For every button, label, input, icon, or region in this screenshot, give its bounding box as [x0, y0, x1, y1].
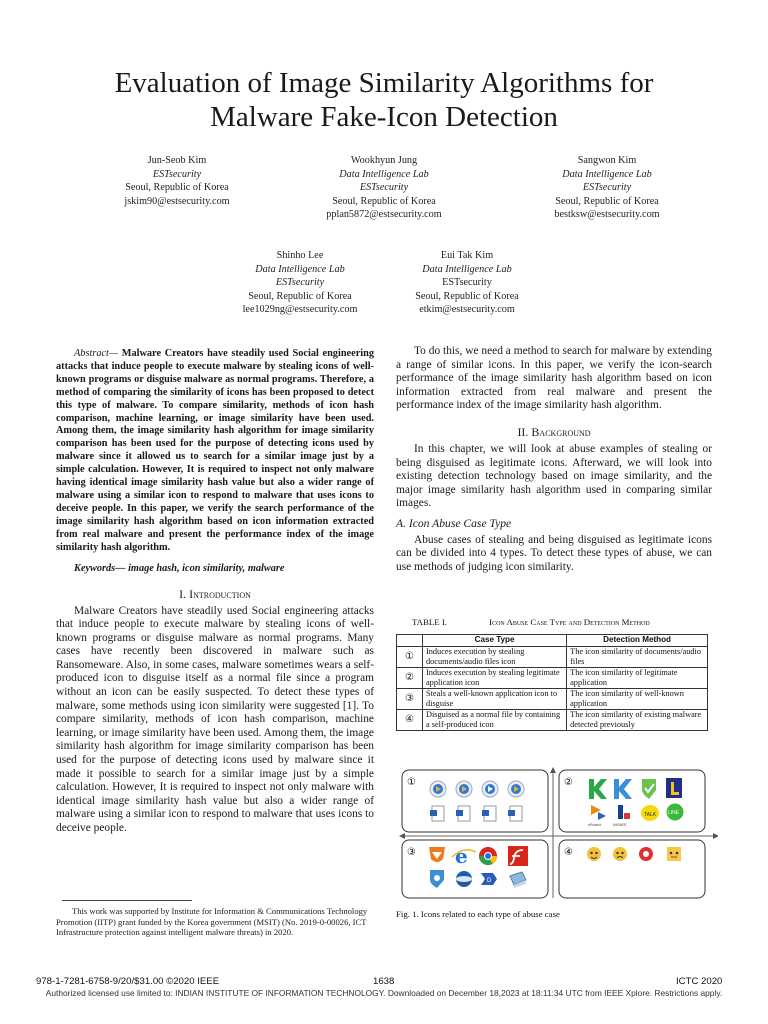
author-email: etkim@estsecurity.com [419, 304, 515, 315]
author-name: Shinho Lee [276, 250, 324, 261]
author-name: Wookhyun Jung [350, 155, 418, 166]
author-block [92, 154, 262, 208]
keywords-text: image hash, icon similarity, malware [125, 562, 285, 574]
avast-icon [429, 847, 445, 862]
cartoon-face-icon [613, 847, 627, 861]
author-location: Seoul, Republic of Korea [555, 195, 659, 207]
media-player-icon [456, 781, 472, 797]
case-type-cell: Induces execution by stealing legitimate application icon [423, 668, 567, 689]
hancom-icon [481, 873, 497, 885]
quadrant-1-label: ① [407, 777, 416, 788]
document-icon [508, 806, 522, 821]
vaccine-k-icon [614, 779, 632, 799]
row-number: ② [397, 668, 423, 689]
table-row [397, 710, 708, 731]
document-icon [482, 806, 496, 821]
l-logo-icon [666, 778, 682, 798]
table-header-cell [397, 635, 423, 647]
detection-method-cell: The icon similarity of well-known application [567, 689, 708, 710]
author-email: pplan5872@estsecurity.com [326, 209, 442, 220]
quadrant-4-box [559, 840, 705, 898]
shield-check-icon [642, 779, 656, 799]
media-player-icon [482, 781, 498, 797]
conference-name: ICTC 2020 [676, 976, 723, 987]
svg-text:e: e [455, 844, 468, 868]
quadrant-2-box [559, 770, 705, 832]
nprotect-label: nProtect [588, 823, 602, 827]
quadrant-1-box [402, 770, 548, 832]
author-lab: Data Intelligence Lab [339, 168, 429, 180]
red-round-icon [639, 847, 653, 861]
cartoon-character-icon [667, 847, 681, 861]
author-org: ESTsecurity [359, 182, 409, 193]
author-org: ESTsecurity [442, 277, 492, 288]
author-org: ESTsecurity [275, 277, 325, 288]
table-row [397, 647, 708, 668]
author-email: lee1029ng@estsecurity.com [242, 304, 358, 315]
chrome-icon [479, 847, 497, 865]
author-block [382, 249, 552, 317]
document-icon [456, 806, 470, 821]
left-column [56, 348, 374, 836]
right-column [396, 345, 712, 574]
detection-method-cell: The icon similarity of legitimate application [567, 668, 708, 689]
right-paragraph-1: To do this, we need a method to search for malware by extending a range of similar icons. In this paper, we verify the icon-search performance of the image similarity hash algorithm based on icon information extracted from real malware and present the performance index of the image similarity hash algorithm. [396, 345, 712, 412]
introduction-paragraph: Malware Creators have steadily used Social engineering attacks that induce people to execute malware by stealing icons of well-known programs or disguise malware as normal programs. Many cases have recently been discovered in malware such as Ransomeware. Also, in some cases, malware sometimes wears a self-produced icon to disguise itself as a normal file since a program without an icon can be easily suspected. To detect these types of malware, some methods using icon similarity were suggested [1]. To compare similarity, methods of icon hash comparison, machine learning, or image similarity have been used. Among them, the image similarity hash algorithm for image similarity comparison has been used for the purpose of detecting icons used by malware since it made it possible to search for a similar image just by a simple calculation. However, It is required to inspect not only malware with identical image similarity hash value but also a wider range of malware using a similar icon to respond to malware that uses icons to deceive people. [56, 604, 374, 834]
abstract-lead: Abstract— [74, 348, 119, 359]
table-title: Icon Abuse Case Type and Detection Method [489, 617, 650, 627]
cartoon-face-icon [587, 847, 601, 861]
author-location: Seoul, Republic of Korea [415, 290, 519, 302]
author-email: bestksw@estsecurity.com [554, 209, 660, 220]
title-line-1: Evaluation of Image Similarity Algorithms for [114, 67, 654, 99]
line-label: LINE [668, 810, 680, 816]
v3-shield-icon [430, 870, 444, 888]
footnote: This work was supported by Institute for Information & Communications Technology Promotion (IITP) grant funded by the Korea government (MSIT) (No. 2019-0-00026, ICT Infrastructure protection against intelligent malware threats) in 2020. [56, 906, 368, 938]
table-header-row [397, 635, 708, 647]
license-notice: Authorized licensed use limited to: INDIAN INSTITUTE OF INFORMATION TECHNOLOGY. Downloaded on December 18,2023 at 18:11:34 UTC from IEEE Xplore. Restrictions apply. [45, 988, 723, 998]
title-line-2: Malware Fake-Icon Detection [210, 101, 558, 133]
keywords [56, 562, 374, 575]
installer-box-icon [510, 872, 526, 888]
vaccine-k-icon [589, 779, 607, 799]
author-name: Eui Tak Kim [440, 250, 494, 261]
author-location: Seoul, Republic of Korea [248, 290, 352, 302]
inisafe-icon [618, 805, 630, 819]
abstract [56, 348, 374, 555]
table-row [397, 689, 708, 710]
keywords-lead: Keywords— [74, 562, 126, 574]
author-name: Sangwon Kim [577, 155, 637, 166]
abuse-case-paragraph: Abuse cases of stealing and being disguised as legitimate icons can be divided into 4 types. To detect these types of abuse, we can use methods of judging icon similarity. [396, 533, 712, 573]
author-location: Seoul, Republic of Korea [125, 182, 229, 193]
abstract-text: Malware Creators have steadily used Social engineering attacks that induce people to execute malware by stealing icons of well-known programs or disguise malware as normal programs. Therefore, a method of comparing the similarity of icons has been proposed to detect this type of malware. To compare similarity, methods of icon hash comparison, machine learning, or image similarity have been used. Among them, the image similarity hash algorithm for image similarity comparison has been used for the purpose of detecting icons used by malware since it allowed us to search for a similar image just by a simple calculation. However, It is required to inspect not only malware having identical image similarity hash value but also a wider range of malware using a similar icon to respond to malware that uses icons to deceive people. In this paper, we verify the search performance of the image similarity hash algorithm based on icon information extracted from real malware and present the performance index of the image similarity hash algorithm. [56, 348, 374, 553]
page-number: 1638 [373, 976, 395, 987]
flash-player-icon [508, 846, 528, 866]
table-caption [396, 617, 711, 628]
section-heading-background: II. Background [517, 424, 591, 439]
author-lab: Data Intelligence Lab [562, 168, 652, 180]
row-number: ④ [397, 710, 423, 731]
table-label: TABLE I. [412, 617, 447, 627]
author-email: jskim90@estsecurity.com [124, 195, 230, 207]
kakaotalk-icon [641, 805, 659, 821]
table-row [397, 668, 708, 689]
author-block [522, 154, 692, 222]
detection-method-cell: The icon similarity of existing malware detected previously [567, 710, 708, 731]
footer-isbn: 978-1-7281-6758-9/20/$31.00 ©2020 IEEE [36, 976, 220, 987]
quadrant-2-label: ② [564, 777, 573, 788]
section-heading-introduction: I. Introduction [179, 586, 251, 601]
table-header-cell: Detection Method [567, 635, 708, 647]
line-icon [667, 804, 684, 821]
author-block [215, 249, 385, 317]
inisafe-label: INISAFE [613, 823, 627, 827]
footnote-rule [62, 900, 192, 901]
author-name: Jun-Seob Kim [147, 155, 207, 166]
paper-title [0, 66, 768, 134]
author-org: ESTsecurity [582, 182, 632, 193]
media-player-icon [430, 781, 446, 797]
author-block [299, 154, 469, 222]
quadrant-3-label: ③ [407, 847, 416, 858]
figure-caption: Fig. 1. Icons related to each type of abuse case [396, 909, 560, 919]
svg-text:TALK: TALK [644, 812, 657, 818]
subsection-heading: A. Icon Abuse Case Type [396, 516, 512, 530]
document-icon [430, 806, 444, 821]
internet-explorer-icon [452, 844, 476, 868]
background-paragraph: In this chapter, we will look at abuse examples of stealing or being disguised as legitimate icons. Afterward, we will look into existing detection technology based on image similarity, and the major image similarity hash algorithm used in comparing similar images. [396, 442, 712, 510]
author-lab: Data Intelligence Lab [255, 263, 345, 275]
detection-method-cell: The icon similarity of documents/audio files [567, 647, 708, 668]
author-org: ESTsecurity [152, 168, 202, 180]
abuse-icons-figure [398, 764, 718, 904]
nprotect-icon [591, 805, 606, 820]
svg-text:D: D [487, 878, 492, 884]
quadrant-4-label: ④ [564, 847, 573, 858]
case-type-cell: Steals a well-known application icon to disguise [423, 689, 567, 710]
row-number: ① [397, 647, 423, 668]
abuse-case-table [396, 634, 708, 731]
author-lab: Data Intelligence Lab [422, 263, 512, 275]
globe-icon [456, 871, 472, 887]
author-location: Seoul, Republic of Korea [332, 195, 436, 207]
case-type-cell: Induces execution by stealing documents/audio files icon [423, 647, 567, 668]
case-type-cell: Disguised as a normal file by containing a self-produced icon [423, 710, 567, 731]
row-number: ③ [397, 689, 423, 710]
media-player-icon [508, 781, 524, 797]
table-header-cell: Case Type [423, 635, 567, 647]
